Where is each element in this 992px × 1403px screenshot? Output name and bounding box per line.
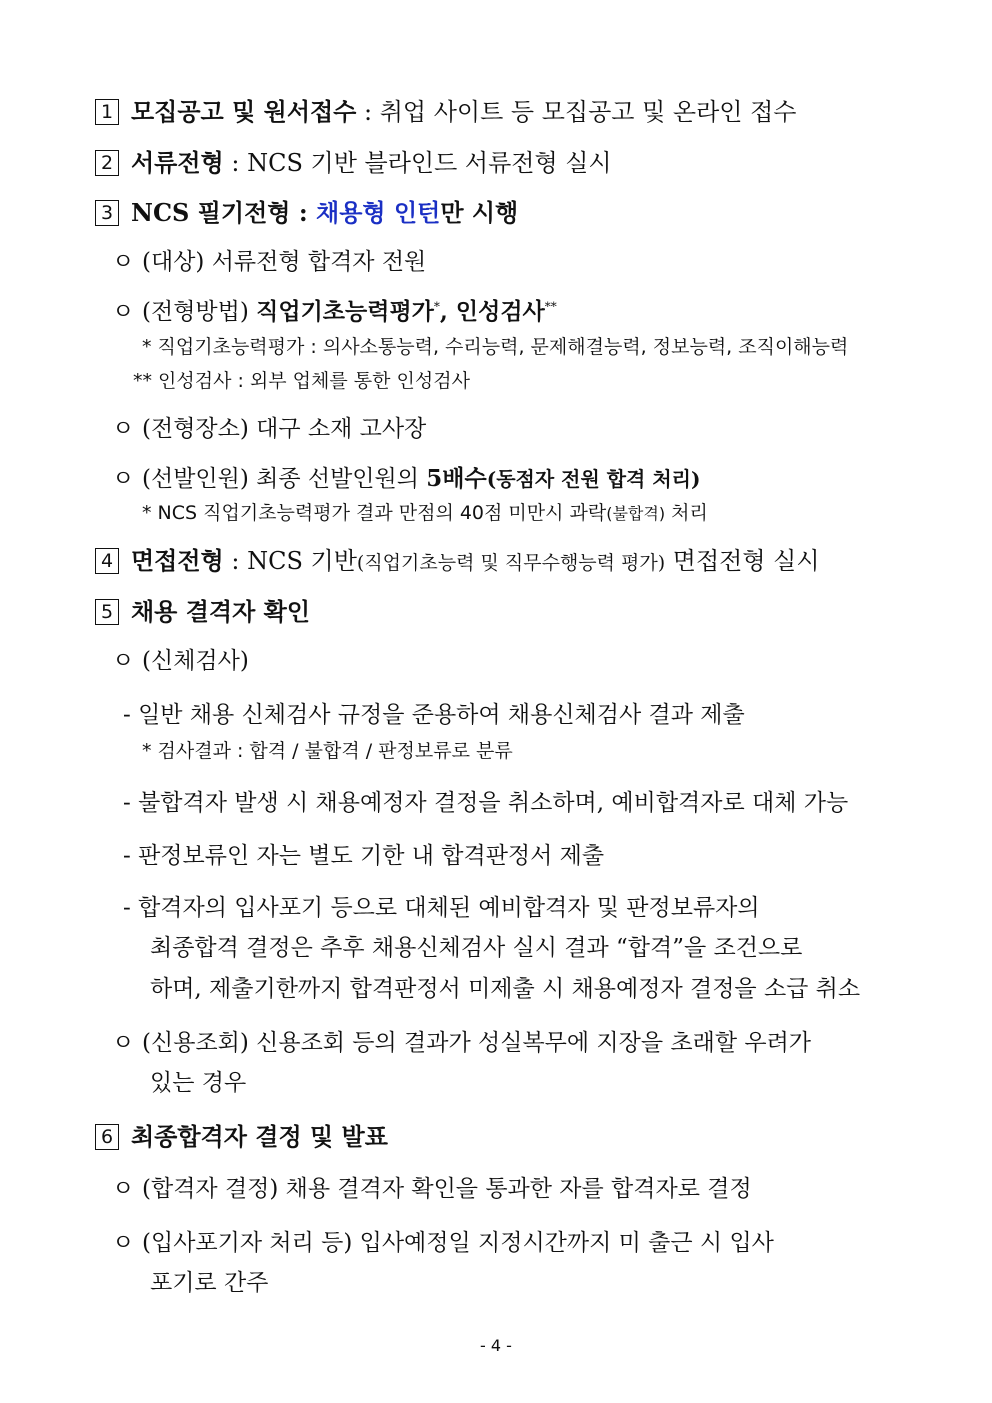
section-number: 1 bbox=[95, 99, 119, 125]
list-item: ㅇ (선발인원) 최종 선발인원의 5배수(동점자 전원 합격 처리) bbox=[112, 460, 700, 493]
section-title: 최종합격자 결정 및 발표 bbox=[131, 1122, 388, 1151]
section-number: 2 bbox=[95, 150, 119, 176]
bullet: ㅇ bbox=[112, 1176, 135, 1202]
dash-item-cont: 최종합격 결정은 추후 채용신체검사 실시 결과 “합격”을 조건으로 bbox=[150, 935, 803, 961]
highlight-text: 채용형 인턴 bbox=[316, 198, 441, 227]
section-text: : 취업 사이트 등 모집공고 및 온라인 접수 bbox=[356, 98, 797, 126]
bullet: ㅇ bbox=[112, 416, 135, 442]
list-item: ㅇ (전형방법) 직업기초능력평가*, 인성검사** bbox=[112, 293, 557, 326]
list-item-cont: 포기로 간주 bbox=[150, 1270, 269, 1296]
list-item: ㅇ (신용조회) 신용조회 등의 결과가 성실복무에 지장을 초래할 우려가 bbox=[112, 1024, 811, 1057]
dash-item: - 판정보류인 자는 별도 기한 내 합격판정서 제출 bbox=[123, 843, 605, 869]
section-4: 4 면접전형 : NCS 기반(직업기초능력 및 직무수행능력 평가) 면접전형 실시 bbox=[95, 541, 820, 576]
section-3 bbox=[95, 193, 518, 228]
section-title: NCS 필기전형 : bbox=[131, 198, 317, 227]
list-item: ㅇ (대상) 서류전형 합격자 전원 bbox=[112, 243, 426, 276]
list-item: ㅇ (합격자 결정) 채용 결격자 확인을 통과한 자를 합격자로 결정 bbox=[112, 1170, 752, 1203]
list-item: ㅇ (전형장소) 대구 소재 고사장 bbox=[112, 410, 426, 443]
bullet: ㅇ bbox=[112, 1030, 135, 1056]
section-title: 채용 결격자 확인 bbox=[131, 597, 310, 626]
section-number: 3 bbox=[95, 200, 119, 226]
section-number: 4 bbox=[95, 548, 119, 574]
section-title: 서류전형 bbox=[131, 148, 224, 177]
note: * 직업기초능력평가 : 의사소통능력, 수리능력, 문제해결능력, 정보능력, 조직이해능력 bbox=[142, 336, 849, 358]
list-item: ㅇ (신체검사) bbox=[112, 642, 249, 675]
section-title: 모집공고 및 원서접수 bbox=[131, 97, 357, 126]
section-6 bbox=[95, 1117, 388, 1152]
section-2 bbox=[95, 143, 612, 178]
note: * 검사결과 : 합격 / 불합격 / 판정보류로 분류 bbox=[142, 740, 513, 762]
dash-item: - 일반 채용 신체검사 규정을 준용하여 채용신체검사 결과 제출 bbox=[123, 702, 745, 728]
section-1 bbox=[95, 92, 796, 127]
section-number: 6 bbox=[95, 1124, 119, 1150]
bullet: ㅇ bbox=[112, 299, 135, 325]
note: ** 인성검사 : 외부 업체를 통한 인성검사 bbox=[133, 370, 470, 392]
section-number: 5 bbox=[95, 599, 119, 625]
bullet: ㅇ bbox=[112, 1230, 135, 1256]
section-title: 면접전형 bbox=[131, 546, 224, 575]
page-number: - 4 - bbox=[480, 1336, 512, 1355]
dash-item: - 불합격자 발생 시 채용예정자 결정을 취소하며, 예비합격자로 대체 가능 bbox=[123, 790, 849, 816]
section-tail: 만 시행 bbox=[440, 198, 519, 227]
bullet: ㅇ bbox=[112, 648, 135, 674]
dash-item: - 합격자의 입사포기 등으로 대체된 예비합격자 및 판정보류자의 bbox=[123, 895, 760, 921]
bullet: ㅇ bbox=[112, 466, 135, 492]
bullet: ㅇ bbox=[112, 249, 135, 275]
section-text: : NCS 기반 블라인드 서류전형 실시 bbox=[223, 149, 612, 177]
list-item: ㅇ (입사포기자 처리 등) 입사예정일 지정시간까지 미 출근 시 입사 bbox=[112, 1224, 774, 1257]
list-item-cont: 있는 경우 bbox=[150, 1070, 247, 1096]
dash-item-cont: 하며, 제출기한까지 합격판정서 미제출 시 채용예정자 결정을 소급 취소 bbox=[150, 976, 861, 1002]
section-5 bbox=[95, 592, 310, 627]
note: * NCS 직업기초능력평가 결과 만점의 40점 미만시 과락(불합격) 처리 bbox=[142, 502, 708, 524]
